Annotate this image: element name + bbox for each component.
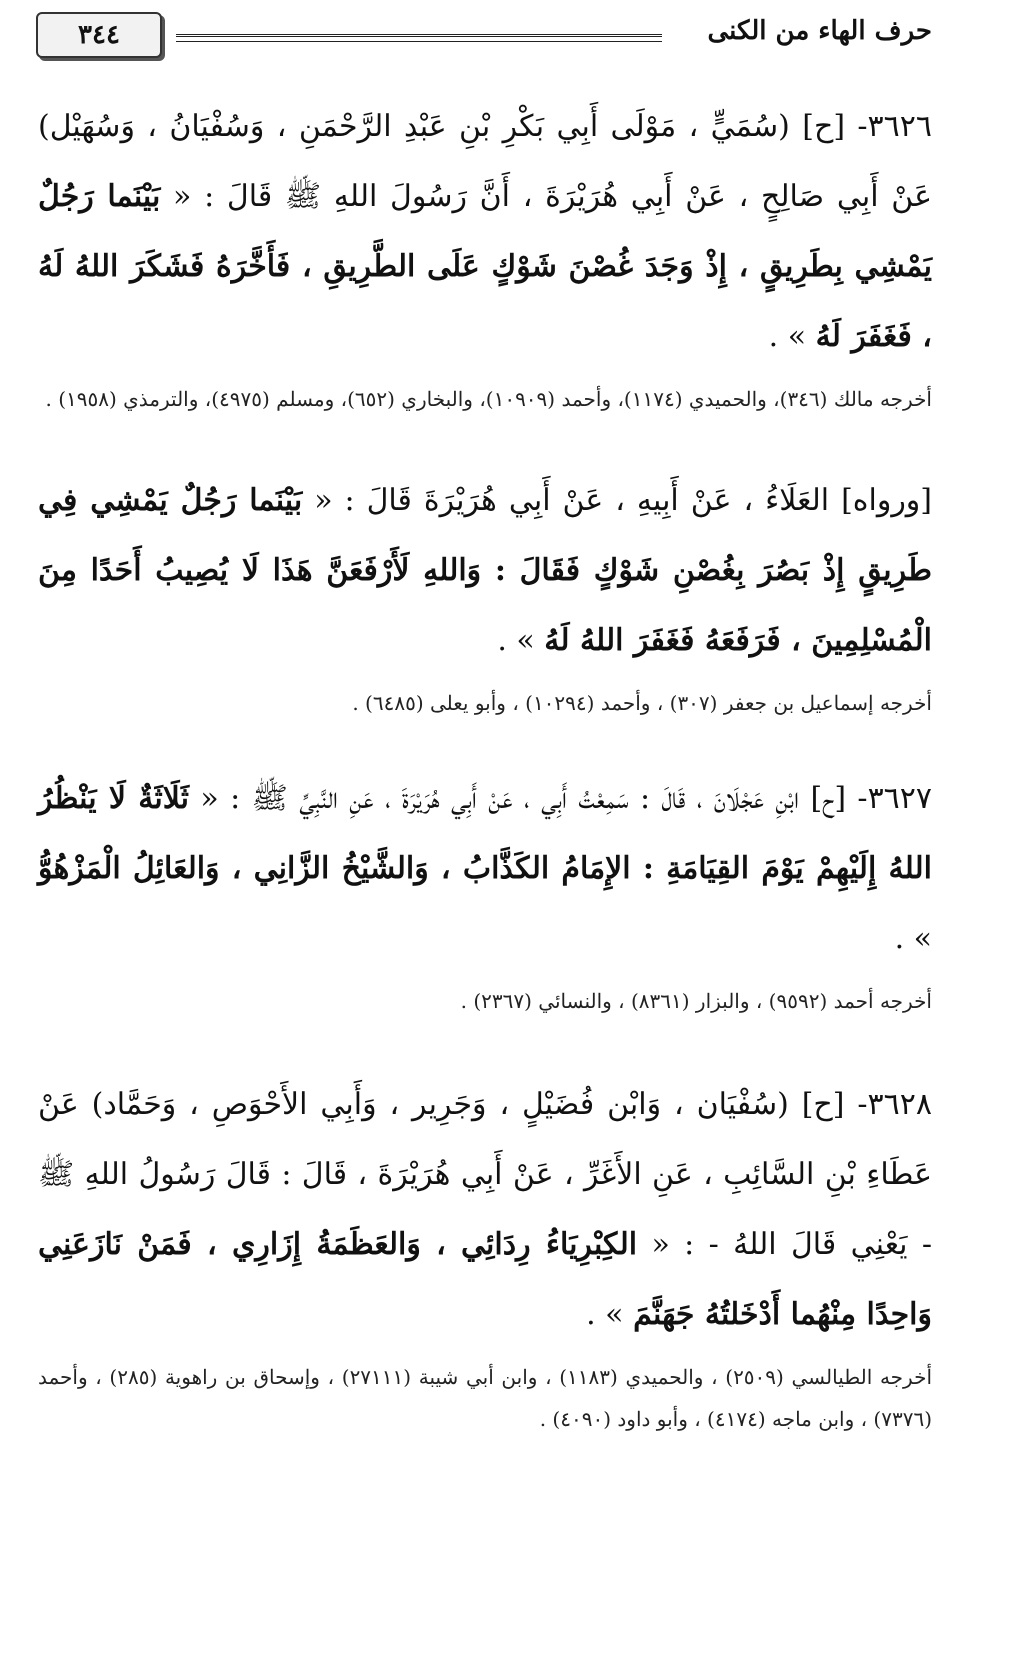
- hadith-close: » .: [894, 921, 932, 956]
- hadith-close: » .: [768, 319, 807, 354]
- hadith-text: [38, 1070, 932, 1350]
- chapter-title: حرف الهاء من الكنى: [707, 16, 932, 46]
- header-divider: [176, 34, 662, 42]
- hadith-narration: ٣٦٢٦- [ح] (سُمَيٍّ ، مَوْلَى أَبِي بَكْرِ بْنِ عَبْدِ الرَّحْمَنِ ، وَسُفْيَانُ ، وَسُهَيْل) عَنْ أَبِي صَالِحٍ ، عَنْ أَبِي هُرَيْرَةَ ، أَنَّ رَسُولَ اللهِ ﷺ قَالَ : «: [38, 109, 932, 214]
- page-header: [36, 12, 932, 56]
- hadith-narration: ٣٦٢٨- [ح] (سُفْيَان ، وَابْن فُضَيْلٍ ، وَجَرِير ، وَأَبِي الأَحْوَصِ ، وَحَمَّاد) عَنْ عَطَاءِ بْنِ السَّائِبِ ، عَنِ الأَغَرِّ ، عَنْ أَبِي هُرَيْرَةَ ، قَالَ : قَالَ رَسُولُ اللهِ ﷺ - يَعْنِي قَالَ اللهُ - : «: [38, 1087, 933, 1262]
- hadith-close: » .: [497, 623, 535, 658]
- hadith-text: [38, 92, 932, 372]
- page-content: [38, 92, 932, 1476]
- hadith-entry-3626: [38, 92, 932, 420]
- hadith-entry-3628: [38, 1070, 932, 1440]
- takhrij-note: أخرجه أحمد (٩٥٩٢) ، والبزار (٨٣٦١) ، والنسائي (٢٣٦٧) .: [460, 989, 932, 1013]
- hadith-matn: بَيْنَما رَجُلٌ يَمْشِي بِطَرِيقٍ ، إِذْ وَجَدَ غُصْنَ شَوْكٍ عَلَى الطَّرِيقِ ، فَأَخَّرَهُ فَشَكَرَ اللهُ لَهُ ، فَغَفَرَ لَهُ: [38, 179, 932, 354]
- hadith-text: [38, 466, 932, 676]
- hadith-text: [38, 764, 932, 974]
- takhrij-note: أخرجه مالك (٣٤٦)، والحميدي (١١٧٤)، وأحمد (١٠٩٠٩)، والبخاري (٦٥٢)، ومسلم (٤٩٧٥)، والترمذي (١٩٥٨) .: [45, 387, 932, 411]
- takhrij-note: أخرجه إسماعيل بن جعفر (٣٠٧) ، وأحمد (١٠٢٩٤) ، وأبو يعلى (٦٤٨٥) .: [352, 691, 932, 715]
- hadith-narration: [ورواه] العَلَاءُ ، عَنْ أَبِيهِ ، عَنْ أَبِي هُرَيْرَةَ قَالَ : «: [314, 483, 932, 518]
- hadith-matn: الكِبْرِيَاءُ رِدَائِي ، وَالعَظَمَةُ إِزَارِي ، فَمَنْ نَازَعَنِي وَاحِدًا مِنْهُما أَدْخَلتُهُ جَهَنَّمَ: [38, 1227, 932, 1332]
- page-number: ٣٤٤: [36, 12, 162, 58]
- hadith-matn: ثَلَاثَةٌ لَا يَنْظُرُ اللهُ إِلَيْهِمْ يَوْمَ القِيَامَةِ : الإِمَامُ الكَذَّابُ ، وَالشَّيْخُ الزَّانِي ، وَالعَائِلُ الْمَزْهُوُّ: [38, 781, 932, 886]
- hadith-entry-3627: [38, 764, 932, 1022]
- takhrij-note: أخرجه الطيالسي (٢٥٠٩) ، والحميدي (١١٨٣) ، وابن أبي شيبة (٢٧١١١) ، وإسحاق بن راهوية (٢٨٥) ، وأحمد (٧٣٧٦) ، وابن ماجه (٤١٧٤) ، وأبو داود (٤٠٩٠) .: [38, 1365, 933, 1431]
- hadith-matn: بَيْنَما رَجُلٌ يَمْشِي فِي طَرِيقٍ إِذْ بَصُرَ بِغُصْنِ شَوْكٍ فَقَالَ : وَاللهِ لَأَرْفَعَنَّ هَذَا لَا يُصِيبُ أَحَدًا مِنَ الْمُسْلِمِينَ ، فَرَفَعَهُ فَغَفَرَ اللهُ لَهُ: [38, 483, 932, 658]
- hadith-close: » .: [586, 1297, 624, 1332]
- hadith-entry-3626-variant: [38, 466, 932, 724]
- hadith-narration: ٣٦٢٧- [ح] ابْنِ عَجْلَانَ ، قَالَ : سَمِعْتُ أَبِي ، عَنْ أَبِي هُرَيْرَةَ ، عَنِ النَّبِيِّ ﷺ : «: [200, 781, 933, 816]
